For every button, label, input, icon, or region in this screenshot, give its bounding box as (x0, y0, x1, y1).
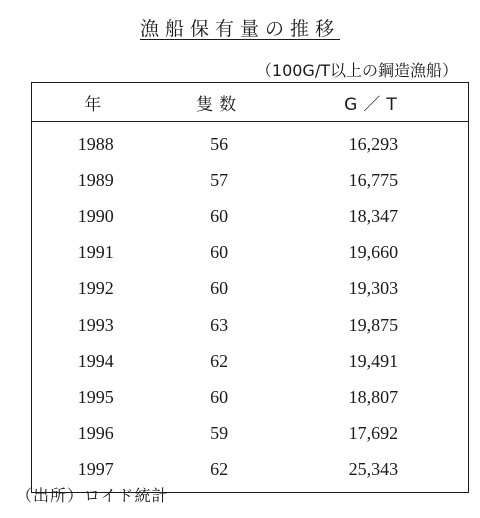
vessel-count-cell: 62 (210, 459, 229, 480)
gross-tonnage-cell: 25,343 (348, 459, 399, 480)
vessel-count-cell: 60 (210, 278, 229, 299)
table-row (32, 343, 469, 379)
table-row (32, 122, 469, 163)
vessel-count-cell: 60 (210, 205, 229, 226)
header-gross-tonnage: G／T (279, 83, 469, 122)
table-body (32, 122, 469, 493)
gross-tonnage-cell: 19,491 (348, 350, 399, 371)
vessel-count-cell: 62 (210, 350, 229, 371)
header-year: 年 (32, 83, 160, 122)
year-cell: 1995 (77, 386, 114, 407)
table-row (32, 271, 469, 307)
title-text: 漁船保有量の推移 (139, 18, 340, 40)
gross-tonnage-cell: 18,807 (348, 386, 399, 407)
year-cell: 1991 (77, 242, 114, 263)
vessel-count-cell: 63 (210, 314, 229, 335)
vessel-count-cell: 56 (210, 133, 229, 154)
gross-tonnage-cell: 19,875 (348, 314, 399, 335)
year-cell: 1988 (77, 133, 114, 154)
gross-tonnage-cell: 19,303 (348, 278, 399, 299)
gross-tonnage-cell: 17,692 (348, 423, 399, 444)
header-vessel-count: 隻数 (159, 83, 278, 122)
gross-tonnage-cell: 19,660 (348, 242, 399, 263)
table-subtitle: （100G/T以上の鋼造漁船） (255, 61, 458, 80)
gross-tonnage-cell: 18,347 (348, 205, 399, 226)
year-cell: 1996 (77, 423, 114, 444)
table-row (32, 198, 469, 234)
table-row (32, 235, 469, 271)
gross-tonnage-cell: 16,293 (348, 133, 399, 154)
fishing-vessel-table (31, 82, 469, 493)
table-row (32, 379, 469, 415)
table-row (32, 307, 469, 343)
year-cell: 1997 (77, 459, 114, 480)
year-cell: 1994 (77, 350, 114, 371)
source-note: （出所）ロイド統計 (16, 486, 169, 505)
year-cell: 1993 (77, 314, 114, 335)
page-title (0, 14, 480, 41)
vessel-count-cell: 59 (210, 423, 229, 444)
vessel-count-cell: 60 (210, 386, 229, 407)
table-header-row (32, 83, 469, 122)
vessel-count-cell: 57 (210, 169, 229, 190)
year-cell: 1992 (77, 278, 114, 299)
year-cell: 1990 (77, 205, 114, 226)
table-row (32, 162, 469, 198)
vessel-count-cell: 60 (210, 242, 229, 263)
year-cell: 1989 (77, 169, 114, 190)
gross-tonnage-cell: 16,775 (348, 169, 399, 190)
table-row (32, 416, 469, 452)
